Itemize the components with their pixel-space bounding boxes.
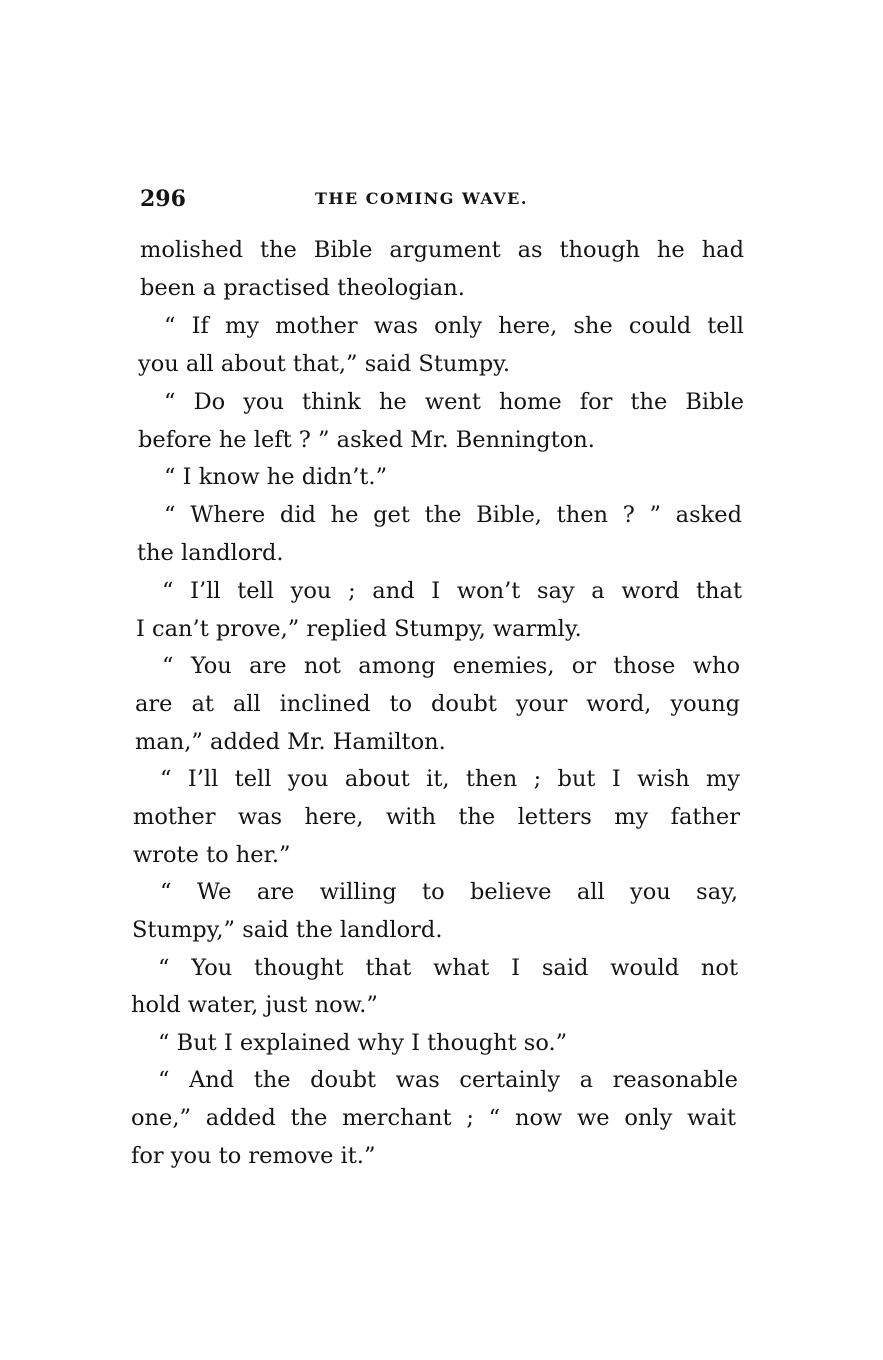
text-line: “ And the doubt was certainly a reasonable [158, 1067, 738, 1093]
text-line: I can’t prove,” replied Stumpy, warmly. [136, 616, 582, 642]
text-line: “ I know he didn’t.” [164, 464, 388, 490]
text-line: wrote to her.” [133, 842, 291, 868]
text-line: “ You are not among enemies, or those who [162, 653, 740, 679]
page-number: 296 [140, 186, 186, 212]
text-line: for you to remove it.” [131, 1143, 376, 1169]
text-line: “ Do you think he went home for the Bible [164, 389, 744, 415]
text-line: “ You thought that what I said would not [158, 955, 738, 981]
text-line: mother was here, with the letters my father [133, 804, 740, 830]
text-line: before he left ? ” asked Mr. Bennington. [138, 427, 595, 453]
text-line: been a practised theologian. [140, 275, 465, 301]
running-title: THE COMING WAVE. [315, 189, 528, 208]
text-line: hold water, just now.” [131, 992, 378, 1018]
text-line: the landlord. [137, 540, 284, 566]
text-line: “ If my mother was only here, she could tell [164, 313, 744, 339]
text-line: man,” added Mr. Hamilton. [135, 729, 446, 755]
text-line: “ Where did he get the Bible, then ? ” asked [164, 502, 742, 528]
text-line: are at all inclined to doubt your word, young [135, 691, 740, 717]
text-line: “ I’ll tell you ; and I won’t say a word that [162, 578, 742, 604]
text-line: one,” added the merchant ; “ now we only wait [131, 1105, 736, 1131]
text-line: “ We are willing to believe all you say, [160, 879, 738, 905]
text-line: molished the Bible argument as though he had [140, 237, 744, 263]
text-line: “ I’ll tell you about it, then ; but I wish my [160, 766, 740, 792]
text-line: Stumpy,” said the landlord. [132, 917, 443, 943]
text-line: “ But I explained why I thought so.” [158, 1030, 568, 1056]
text-line: you all about that,” said Stumpy. [138, 351, 510, 377]
